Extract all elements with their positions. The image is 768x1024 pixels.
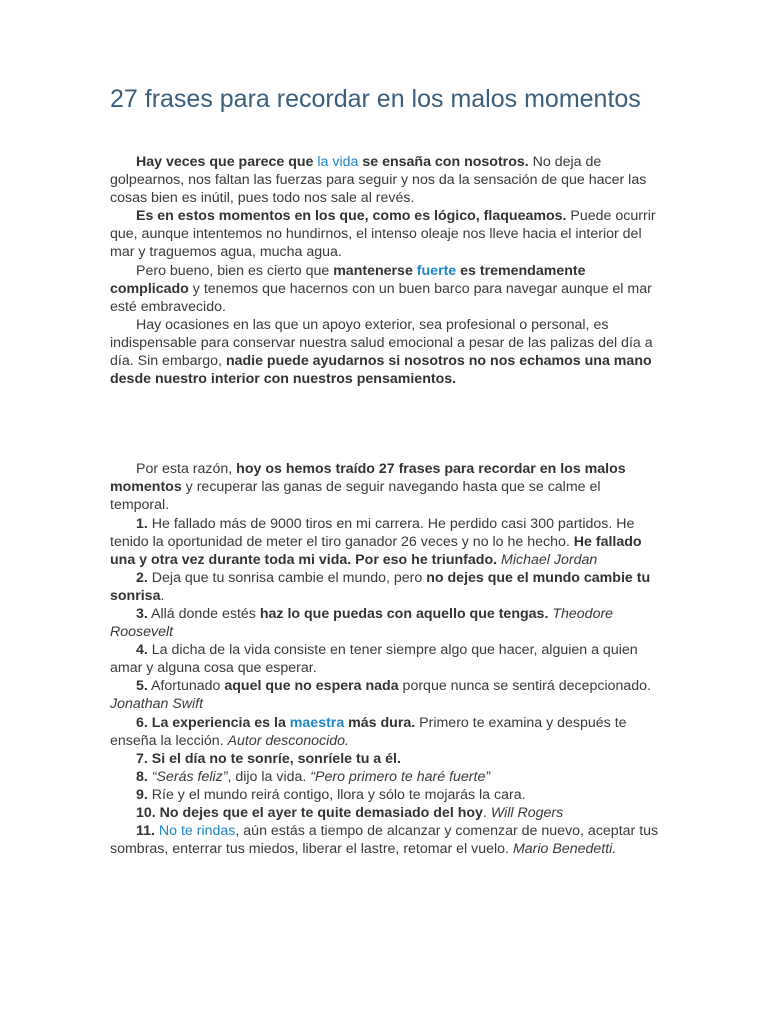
bold-text: Hay veces que parece que — [136, 154, 318, 170]
body-text: , aún estás a tiempo de alcanzar y comenzar de nuevo, aceptar tus sombras, enterrar tus miedos, liberar el lastre, retomar el vuelo. — [110, 823, 659, 858]
quote-author: Autor desconocido. — [227, 732, 349, 749]
quote-7 — [110, 750, 660, 768]
quote-5 — [110, 677, 660, 713]
body-text: Hay ocasiones en las que un apoyo exterior, sea profesional o personal, es indispensable para conservar nuestra salud emocional a pesar de las palizas del día a día. Sin embargo, — [110, 316, 653, 370]
italic-text: “Pero primero te haré fuerte” — [310, 768, 491, 785]
quote-number: 4. — [136, 642, 148, 659]
body-text: La dicha de la vida consiste en tener siempre algo que hacer, alguien a quien amar y alguna cosa que esperar. — [110, 642, 638, 677]
bold-text: 6. La experiencia es la — [136, 714, 290, 731]
quote-10 — [110, 804, 660, 822]
quote-4 — [110, 641, 660, 677]
link-no-te-rindas[interactable]: No te rindas — [158, 823, 236, 840]
bold-text: 10. No dejes que el ayer te quite demasiado del hoy — [136, 805, 483, 821]
quote-author: Theodore Roosevelt — [110, 605, 614, 641]
bold-text: He fallado una y otra vez durante toda mi vida. Por eso he triunfado. — [110, 533, 642, 568]
italic-text: “Serás feliz” — [151, 768, 228, 785]
body-text: He fallado más de 9000 tiros en mi carrera. He perdido casi 300 partidos. He tenido la oportunidad de meter el tiro ganador 26 veces y no lo he hecho. — [110, 515, 635, 550]
link-maestra[interactable]: maestra — [289, 714, 345, 731]
bold-text: haz lo que puedas con aquello que tengas. — [259, 605, 549, 622]
quote-3 — [110, 605, 660, 641]
bold-text: hoy os hemos traído 27 frases para recordar en los malos momentos — [110, 461, 626, 496]
quote-author: Will Rogers — [490, 805, 564, 821]
quote-number: 1. — [136, 515, 148, 532]
body-text: No deja de golpearnos, nos faltan las fuerzas para seguir y nos da la sensación de que hacer las cosas bien es inútil, pues todo nos sale al revés. — [110, 154, 647, 207]
quote-2 — [110, 569, 660, 605]
body-text: y tenemos que hacernos con un buen barco para navegar aunque el mar esté embravecido. — [110, 280, 652, 315]
link-la-vida[interactable]: la vida — [317, 154, 359, 170]
quote-9 — [110, 786, 660, 804]
quote-number: 3. — [136, 605, 148, 622]
bold-text: mantenerse — [333, 262, 417, 279]
bold-text: es tremendamente complicado — [110, 262, 586, 297]
paragraph-5 — [110, 460, 660, 514]
paragraph-1 — [110, 153, 660, 207]
bold-text: más dura. — [344, 714, 416, 731]
bold-text: se ensaña con nosotros. — [358, 154, 529, 170]
body-text: . — [482, 805, 491, 821]
bold-text: nadie puede ayudarnos si nosotros no nos echamos una mano desde nuestro interior con nuestros pensamientos. — [110, 353, 652, 388]
quote-number: 5. — [136, 678, 148, 695]
body-text: Pero bueno, bien es cierto que — [136, 262, 334, 279]
page-title: 27 frases para recordar en los malos momentos — [110, 85, 641, 113]
bold-text: 7. Si el día no te sonríe, sonríele tu a él. — [136, 750, 401, 767]
bold-text: no dejes que el mundo cambie tu sonrisa — [110, 569, 651, 604]
quote-1 — [110, 515, 660, 569]
paragraph-3 — [110, 262, 660, 316]
section-gap — [110, 388, 660, 460]
quote-8 — [110, 768, 660, 786]
quote-number: 2. — [136, 569, 148, 586]
body-text: Allá donde estés — [147, 605, 260, 622]
quote-11 — [110, 822, 660, 858]
quote-number: 11. — [136, 823, 155, 840]
quote-author: Jonathan Swift — [110, 696, 204, 713]
body-text: Por esta razón, — [136, 461, 237, 478]
link-fuerte[interactable]: fuerte — [416, 262, 457, 279]
paragraph-4 — [110, 316, 660, 388]
quote-6 — [110, 714, 660, 750]
quote-author: Mario Benedetti. — [512, 841, 617, 858]
quote-number: 8. — [136, 768, 148, 785]
bold-text: Es en estos momentos en los que, como es lógico, flaqueamos. — [136, 208, 567, 225]
body-text: porque nunca se sentirá decepcionado. — [398, 678, 652, 695]
body-text: Primero te examina y después te enseña la lección. — [110, 714, 627, 749]
quote-author: Michael Jordan — [501, 551, 598, 568]
article-body — [110, 153, 660, 858]
body-text: Puede ocurrir que, aunque intentemos no hundirnos, el intenso oleaje nos lleve hacia el interior del mar y traguemos agua, mucha agua. — [110, 208, 656, 261]
body-text: . — [160, 587, 165, 604]
body-text: Afortunado — [147, 678, 225, 695]
body-text: , dijo la vida. — [227, 768, 311, 785]
body-text: y recuperar las ganas de seguir navegando hasta que se calme el temporal. — [110, 479, 601, 514]
body-text: Deja que tu sonrisa cambie el mundo, pero — [147, 569, 427, 586]
bold-text: aquel que no espera nada — [224, 678, 399, 695]
quote-number: 9. — [136, 786, 148, 803]
paragraph-2 — [110, 207, 660, 261]
body-text: Ríe y el mundo reirá contigo, llora y sólo te mojarás la cara. — [147, 786, 526, 803]
